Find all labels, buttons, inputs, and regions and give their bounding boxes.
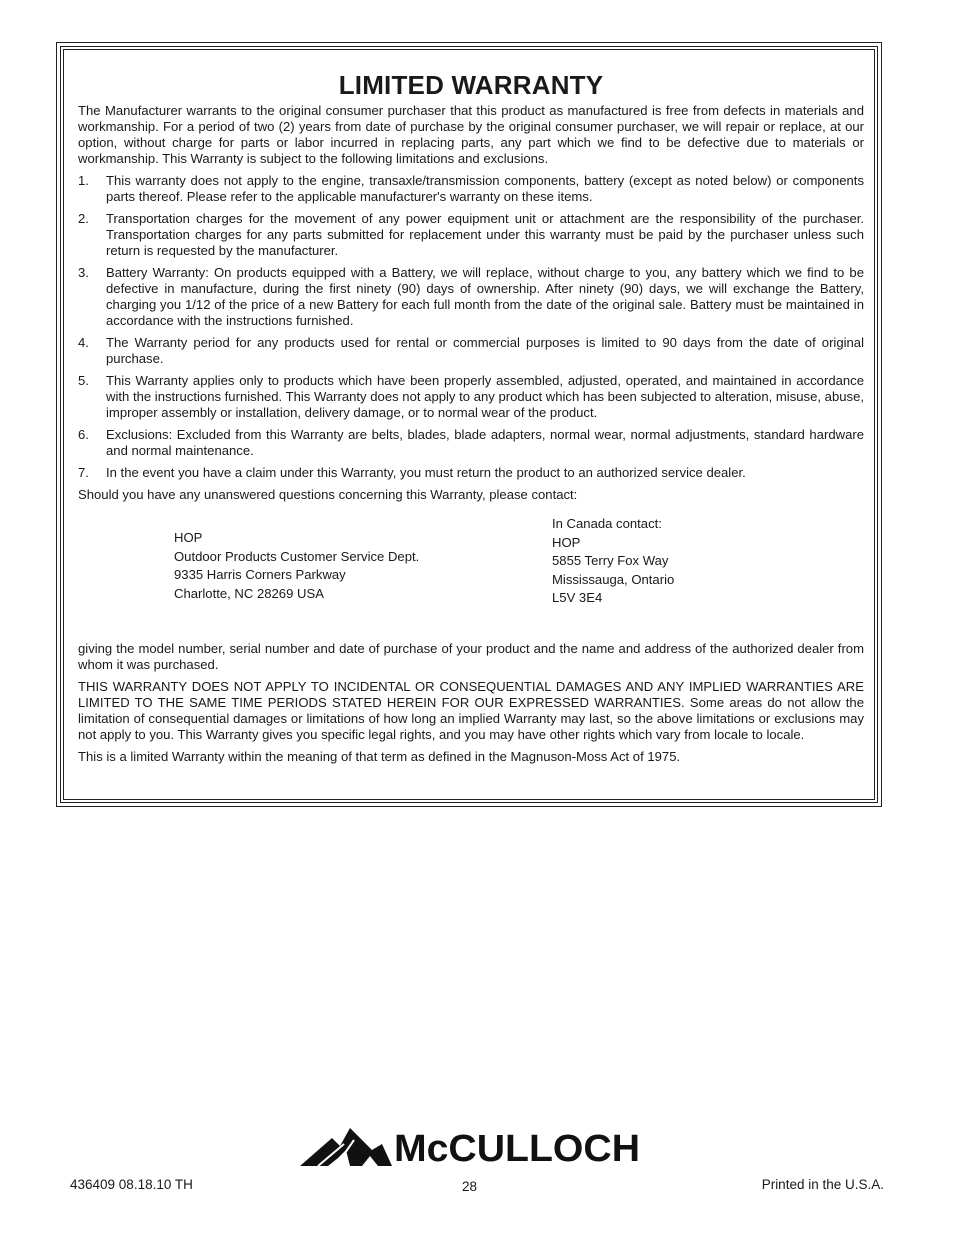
contact-addresses	[78, 515, 864, 635]
contact-intro: Should you have any unanswered questions concerning this Warranty, please contact:	[78, 487, 578, 502]
disclaimer-caps: THIS WARRANTY DOES NOT APPLY TO INCIDENTAL OR CONSEQUENTIAL DAMAGES AND ANY IMPLIED WARRANTIES ARE LIMITED TO THE SAME TIME PERIODS STATED HEREIN FOR OUR EXPRESSED WARRANTIES.	[78, 679, 864, 710]
list-item	[78, 265, 864, 329]
closing-paragraph: This is a limited Warranty within the meaning of that term as defined in the Magnuson-Moss Act of 1975.	[78, 749, 681, 764]
list-item	[78, 373, 864, 421]
disclaimer-rest: Some areas do not allow the limitation of consequential damages or limitations of how long an implied Warranty may last, so the above limitations or exclusions may not apply to you. This Warranty gives you specific legal rights, and you may have other rights which vary from locale to locale.	[78, 695, 864, 742]
item-text: The Warranty period for any products used for rental or commercial purposes is limited to 90 days from the date of original purchase.	[106, 335, 864, 366]
canada-address-line: In Canada contact:	[552, 516, 662, 531]
warranty-content	[78, 70, 864, 771]
page-title: LIMITED WARRANTY	[338, 70, 604, 100]
mcculloch-logo	[298, 1124, 642, 1168]
canada-address-line: HOP	[552, 534, 581, 550]
intro-paragraph: The Manufacturer warrants to the original consumer purchaser that this product as manufactured is free from defects in materials and workmanship. For a period of two (2) years from date of purchase by the original consumer purchaser, we will repair or replace, at our option, without charge for parts or labor incurred in replacing parts, any part which we find to be defective due to materials or workmanship. This Warranty is subject to the following limitations and exclusions.	[78, 103, 864, 166]
item-number: 6.	[78, 427, 89, 442]
list-item	[78, 427, 864, 459]
us-address-line: Outdoor Products Customer Service Dept.	[174, 548, 420, 564]
mountain-mark-icon	[298, 1124, 642, 1168]
list-item	[78, 173, 864, 205]
item-text: Battery Warranty: On products equipped with a Battery, we will replace, without charge to you, any battery which we find to be defective in manufacture, during the first ninety (90) days of ownership. After ninety (90) days, we will exchange the Battery, charging you 1/12 of the price of a new Battery for each full month from the date of the original sale. Battery must be maintained in accordance with the instructions furnished.	[106, 265, 864, 328]
page-number: 28	[462, 1179, 478, 1194]
item-number: 5.	[78, 373, 89, 388]
us-address-line: Charlotte, NC 28269 USA	[174, 585, 324, 601]
item-number: 7.	[78, 465, 89, 480]
item-text: Exclusions: Excluded from this Warranty are belts, blades, blade adapters, normal wear, normal adjustments, standard hardware and normal maintenance.	[106, 427, 864, 458]
canada-address-line: Mississauga, Ontario	[552, 571, 675, 587]
canada-address	[552, 515, 674, 608]
item-text: In the event you have a claim under this Warranty, you must return the product to an authorized service dealer.	[106, 465, 746, 480]
item-text: This Warranty applies only to products which have been properly assembled, adjusted, operated, and maintained in accordance with the instructions furnished. This Warranty does not apply to any product which has been subjected to alteration, misuse, abuse, improper assembly or installation, delivery damage, or to normal wear of the product.	[106, 373, 864, 420]
item-number: 4.	[78, 335, 89, 350]
item-number: 3.	[78, 265, 89, 280]
item-text: This warranty does not apply to the engine, transaxle/transmission components, battery (except as noted below) or components parts thereof. Please refer to the applicable manufacturer's warranty on these items.	[106, 173, 864, 204]
logo-wordmark: McCULLOCH	[394, 1128, 640, 1168]
item-text: Transportation charges for the movement of any power equipment unit or attachment are the responsibility of the purchaser. Transportation charges for any parts submitted for replacement under this warranty must be paid by the purchaser unless such return is requested by the manufacturer.	[106, 211, 864, 258]
us-address	[174, 529, 419, 603]
item-number: 1.	[78, 173, 89, 188]
list-item	[78, 335, 864, 367]
us-address-line: HOP	[174, 530, 203, 545]
disclaimer-paragraph	[78, 679, 864, 743]
document-code: 436409 08.18.10 TH	[70, 1177, 193, 1192]
printed-in: Printed in the U.S.A.	[761, 1177, 884, 1192]
us-address-line: 9335 Harris Corners Parkway	[174, 567, 346, 582]
item-number: 2.	[78, 211, 89, 226]
canada-address-line: 5855 Terry Fox Way	[552, 553, 669, 568]
limitations-list	[78, 173, 864, 481]
canada-address-line: L5V 3E4	[552, 590, 603, 605]
giving-paragraph: giving the model number, serial number and date of purchase of your product and the name and address of the authorized dealer from whom it was purchased.	[78, 641, 864, 672]
list-item	[78, 465, 864, 481]
list-item	[78, 211, 864, 259]
